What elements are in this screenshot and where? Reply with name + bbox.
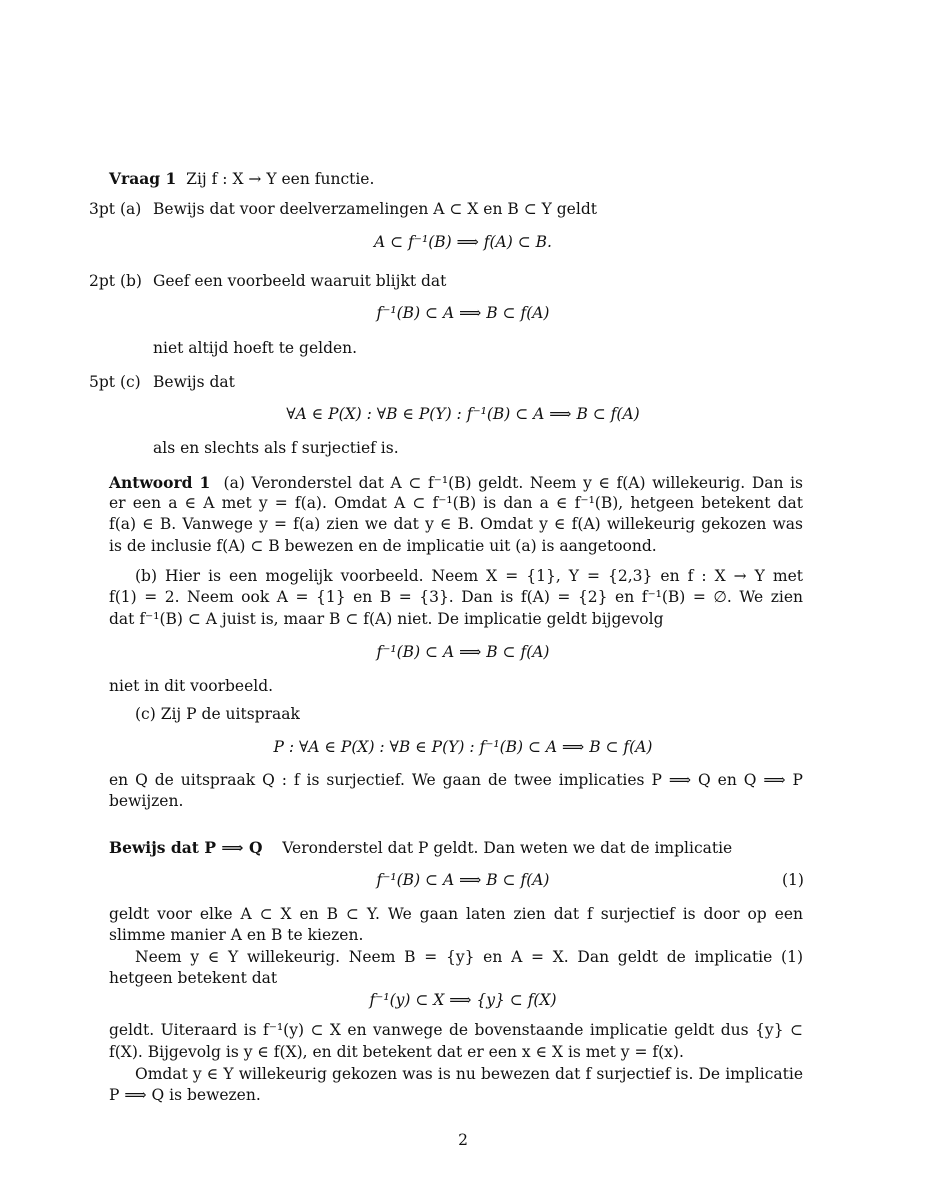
proof-heading <box>109 837 732 860</box>
proof-line-5: geldt. Uiteraard is f⁻¹(y) ⊂ X en vanwege de bovenstaande implicatie geldt dus {y} ⊂ <box>109 1021 803 1039</box>
proof-line-2: slimme manier A en B te kiezen. <box>109 926 364 944</box>
answer-a-line-1: (a) Veronderstel dat A ⊂ f⁻¹(B) geldt. Neem y ∈ f(A) willekeurig. Dan is <box>223 474 803 492</box>
answer-c-line-2: bewijzen. <box>109 792 184 810</box>
proof-line-8: P ⟹ Q is bewezen. <box>109 1086 261 1104</box>
answer-b-formula: f⁻¹(B) ⊂ A ⟹ B ⊂ f(A) <box>376 643 550 661</box>
answer-a-line-2: er een a ∈ A met y = f(a). Omdat A ⊂ f⁻¹(B) is dan a ∈ f⁻¹(B), hetgeen betekent dat <box>109 494 803 512</box>
question-a-text: Bewijs dat voor deelverzamelingen A ⊂ X en B ⊂ Y geldt <box>153 200 597 218</box>
question-a-points: 3pt (a) <box>89 200 142 218</box>
proof-line-3: Neem y ∈ Y willekeurig. Neem B = {y} en A = X. Dan geldt de implicatie (1) <box>135 948 803 966</box>
question-b-after: niet altijd hoeft te gelden. <box>153 339 358 357</box>
answer-a-line-4: is de inclusie f(A) ⊂ B bewezen en de implicatie uit (a) is aangetoond. <box>109 537 657 555</box>
question-c-formula: ∀A ∈ P(X) : ∀B ∈ P(Y) : f⁻¹(B) ⊂ A ⟹ B ⊂ f(A) <box>286 405 640 423</box>
proof-line-7: Omdat y ∈ Y willekeurig gekozen was is nu bewezen dat f surjectief is. De implicatie <box>135 1065 803 1083</box>
question-b-points: 2pt (b) <box>89 272 142 290</box>
question-b-text: Geef een voorbeeld waaruit blijkt dat <box>153 272 447 290</box>
question-intro: Zij f : X → Y een functie. <box>186 170 375 188</box>
answer-b-after: niet in dit voorbeeld. <box>109 677 274 695</box>
proof-formula-1: f⁻¹(B) ⊂ A ⟹ B ⊂ f(A) <box>376 871 550 889</box>
proof-line-4: hetgeen betekent dat <box>109 969 278 987</box>
answer-b-line-2: f(1) = 2. Neem ook A = {1} en B = {3}. Dan is f(A) = {2} en f⁻¹(B) = ∅. We zien <box>109 588 803 606</box>
answer-b-line-1: (b) Hier is een mogelijk voorbeeld. Neem X = {1}, Y = {2,3} en f : X → Y met <box>135 567 803 585</box>
answer-c-line-1: en Q de uitspraak Q : f is surjectief. We gaan de twee implicaties P ⟹ Q en Q ⟹ P <box>109 771 803 789</box>
question-b-formula: f⁻¹(B) ⊂ A ⟹ B ⊂ f(A) <box>376 304 550 322</box>
proof-formula-2: f⁻¹(y) ⊂ X ⟹ {y} ⊂ f(X) <box>369 991 557 1009</box>
answer-line <box>109 472 803 495</box>
answer-a-line-3: f(a) ∈ B. Vanwege y = f(a) zien we dat y ∈ B. Omdat y ∈ f(A) willekeurig gekozen was <box>109 515 803 533</box>
question-c-points: 5pt (c) <box>89 373 141 391</box>
answer-title: Antwoord 1 <box>109 473 211 492</box>
equation-number: (1) <box>782 871 804 889</box>
answer-b-line-3: dat f⁻¹(B) ⊂ A juist is, maar B ⊂ f(A) niet. De implicatie geldt bijgevolg <box>109 610 664 628</box>
question-title: Vraag 1 <box>109 169 177 188</box>
proof-line-1: geldt voor elke A ⊂ X en B ⊂ Y. We gaan laten zien dat f surjectief is door op een <box>109 905 803 923</box>
proof-title: Bewijs dat P ⟹ Q <box>109 838 263 857</box>
question-a-formula: A ⊂ f⁻¹(B) ⟹ f(A) ⊂ B. <box>374 233 552 251</box>
answer-c-intro: (c) Zij P de uitspraak <box>135 705 300 723</box>
proof-line-6: f(X). Bijgevolg is y ∈ f(X), en dit betekent dat er een x ∈ X is met y = f(x). <box>109 1043 684 1061</box>
proof-intro: Veronderstel dat P geldt. Dan weten we dat de implicatie <box>282 839 733 857</box>
question-c-after: als en slechts als f surjectief is. <box>153 439 399 457</box>
question-heading <box>109 168 374 191</box>
answer-c-formula: P : ∀A ∈ P(X) : ∀B ∈ P(Y) : f⁻¹(B) ⊂ A ⟹ B ⊂ f(A) <box>273 738 653 756</box>
question-c-text: Bewijs dat <box>153 373 235 391</box>
page-number: 2 <box>458 1131 468 1149</box>
